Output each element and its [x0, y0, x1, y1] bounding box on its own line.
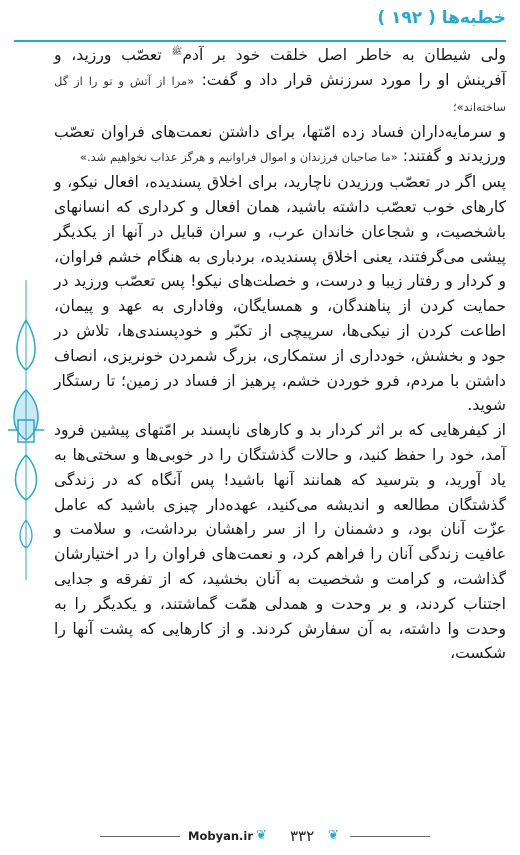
page-header [14, 8, 506, 36]
paragraph-3-text: پس اگر در تعصّب ورزیدن ناچارید، برای اخلاق پسندیده، افعال نیکو، و کارهای خوب تعصّب داشته باشید، همان افعال و کرداری که انسانهای باشخصیت، و شجاعان خاندان عرب، و سران قبایل در آنها از یکدیگر پیشی می‌گرفتند، یعنی اخلاق پسندیده، بردباری به هنگام خشم فراوان، و کردار و رفتار زیبا و درست، و خصلت‌های نیکو! پس تعصّب ورزید در حمایت کردن از پناهندگان، و همسایگان، وفاداری به عهد و پیمان، اطاعت کردن از نیکی‌ها، سرپیچی از تکبّر و خودپسندی‌ها، تلاش در جود و بخشش، خودداری از ستمکاری، بزرگ شمردن خونریزی، انصاف داشتن با مردم، فرو خوردن خشم، پرهیز از فساد در زمین؛ تا رستگار شوید. [54, 173, 506, 415]
site-logo: Mobyan.ir [188, 829, 254, 843]
footer-ornament-icon-right: ❦ [328, 828, 339, 843]
paragraph-4-text: از کیفرهایی که بر اثر کردار بد و کارهای ناپسند بر امّتهای پیشین فرود آمد، خود را حفظ کنید، و حالات گذشتگان را در خوبی‌ها و سختی‌ها به یاد آورید، و بترسید که همانند آنها باشید! پس آنگاه که در زندگی گذشتگان مطالعه و اندیشه می‌کنید، عهده‌دار چیزی باشید که عامل عزّت آنان بود، و دشمنان را از سر راهشان برداشت، و سلامت و عافیت زندگی آنان را فراهم کرد، و نعمت‌های فراوان را در اختیارشان گذاشت، و کرامت و شخصیت به آنان بخشید، که از تفرقه و جدایی اجتناب کردند، و بر وحدت و همدلی همّت گماشتند، و یکدیگر را به وحدت وا داشته، به آن سفارش کردند. و از کارهایی که پشت آنها را شکست، [54, 421, 506, 663]
footer-rule-right [350, 836, 430, 837]
paragraph-4 [54, 418, 506, 666]
footer-rule-left [100, 836, 180, 837]
footer-ornament-icon: ❦ [256, 828, 267, 843]
page-number: ۳۳۲ [290, 827, 315, 845]
chapter-title: خطبه‌ها ( ۱۹۲ ) [377, 8, 506, 28]
honorific-ligature: ﷺ [171, 47, 183, 57]
paragraph-2 [54, 120, 506, 171]
body-text [54, 40, 506, 666]
paragraph-3 [54, 170, 506, 418]
arabesque-ornament-icon [6, 280, 46, 580]
paragraph-2-text: و سرمایه‌داران فساد زده امّتها، برای داشتن نعمت‌های فراوان تعصّب ورزیدند و گفتند: [54, 122, 506, 166]
paragraph-1-quote: «مرا از آتش و تو را از گل ساخته‌اند»؛ [54, 73, 506, 114]
paragraph-2-quote: «ما صاحبان فرزندان و اموال فراوانیم و هرگز عذاب نخواهیم شد.» [79, 150, 398, 165]
paragraph-1 [54, 40, 506, 120]
paragraph-1-text: ولی شیطان به خاطر اصل خلقت خود بر آدم [182, 46, 506, 65]
page-footer [0, 827, 520, 849]
paragraph-1-tail: تعصّب ورزید، و آفرینش او را مورد سرزنش قرار داد و گفت: [54, 46, 506, 89]
